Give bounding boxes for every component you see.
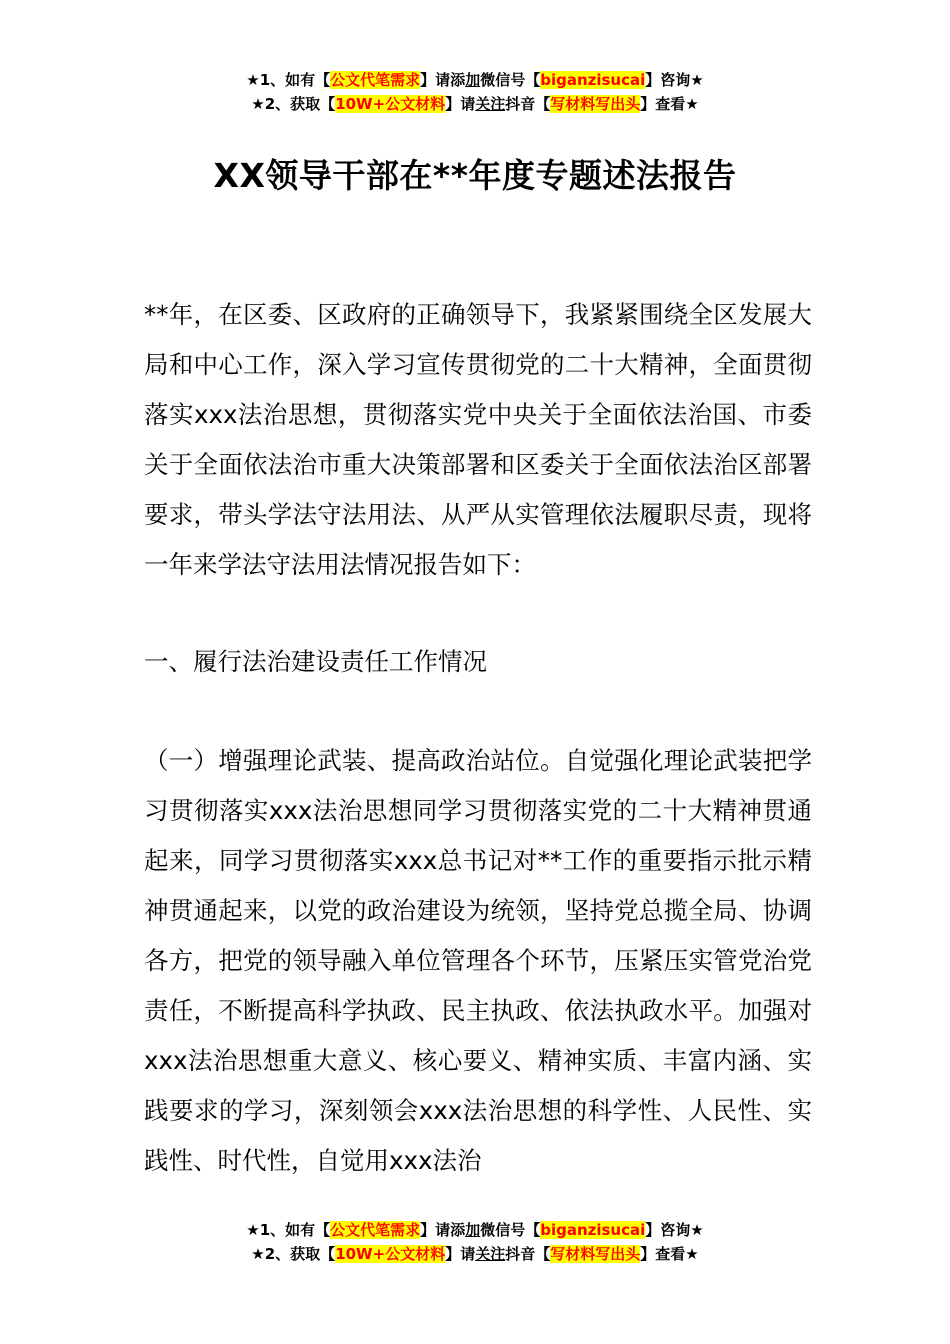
section-heading: 一、履行法治建设责任工作情况 (144, 647, 487, 676)
promo-text: 】请 (445, 1245, 476, 1263)
promo-highlight: 10W+公文材料 (335, 95, 446, 113)
promo-highlight: 写材料写出头 (550, 95, 641, 113)
promo-text: ★2、获取【 (251, 1245, 336, 1263)
promo-highlight: 公文代笔需求 (330, 1221, 421, 1239)
promo-text: 】请添 (420, 71, 466, 89)
promo-highlight: 10W+公文材料 (335, 1245, 446, 1263)
section-paragraph: （一）增强理论武装、提高政治站位。自觉强化理论武装把学习贯彻落实xxx法治思想同学习贯彻落实党的二十大精神贯通起来，同学习贯彻落实xxx总书记对**工作的重要指示批示精神贯通起来，以党的政治建设为统领，坚持党总揽全局、协调各方，把党的领导融入单位管理各个环节，压紧压实管党治党责任，不断提高科学执政、民主执政、依法执政水平。加强对xxx法治思想重大意义、核心要义、精神实质、丰富内涵、实践要求的学习，深刻领会xxx法治思想的科学性、人民性、实践性、时代性，自觉用xxx法治 (144, 746, 812, 1175)
promo-text: 微信号【 (480, 71, 541, 89)
promo-text: 】查看★ (640, 95, 699, 113)
promo-banner-top (0, 68, 950, 116)
promo-underline: 关注 (475, 1245, 506, 1263)
promo-text: 】请 (445, 95, 476, 113)
intro-paragraph: **年，在区委、区政府的正确领导下，我紧紧围绕全区发展大局和中心工作，深入学习宣传贯彻党的二十大精神，全面贯彻落实xxx法治思想，贯彻落实党中央关于全面依法治国、市委关于全面依法治市重大决策部署和区委关于全面依法治区部署要求，带头学法守法用法、从严从实管理依法履职尽责，现将一年来学法守法用法情况报告如下： (144, 300, 812, 579)
promo-banner-bottom (0, 1218, 950, 1266)
promo-highlight: biganzisucai (540, 71, 646, 89)
promo-line-1 (0, 1218, 950, 1242)
promo-text: ★1、如有【 (246, 71, 331, 89)
promo-line-2 (0, 92, 950, 116)
promo-text: ★1、如有【 (246, 1221, 331, 1239)
promo-text: ★2、获取【 (251, 95, 336, 113)
promo-line-1 (0, 68, 950, 92)
promo-text: 】咨询★ (645, 71, 704, 89)
promo-text: 微信号【 (480, 1221, 541, 1239)
promo-underline: 加 (465, 1221, 481, 1239)
promo-underline: 加 (465, 71, 481, 89)
promo-highlight: 写材料写出头 (550, 1245, 641, 1263)
promo-highlight: biganzisucai (540, 1221, 646, 1239)
promo-text: 抖音【 (505, 1245, 551, 1263)
document-title: XX领导干部在**年度专题述法报告 (213, 156, 737, 195)
promo-text: 】查看★ (640, 1245, 699, 1263)
promo-text: 】请添 (420, 1221, 466, 1239)
promo-text: 抖音【 (505, 95, 551, 113)
promo-highlight: 公文代笔需求 (330, 71, 421, 89)
promo-underline: 关注 (475, 95, 506, 113)
promo-text: 】咨询★ (645, 1221, 704, 1239)
promo-line-2 (0, 1242, 950, 1266)
